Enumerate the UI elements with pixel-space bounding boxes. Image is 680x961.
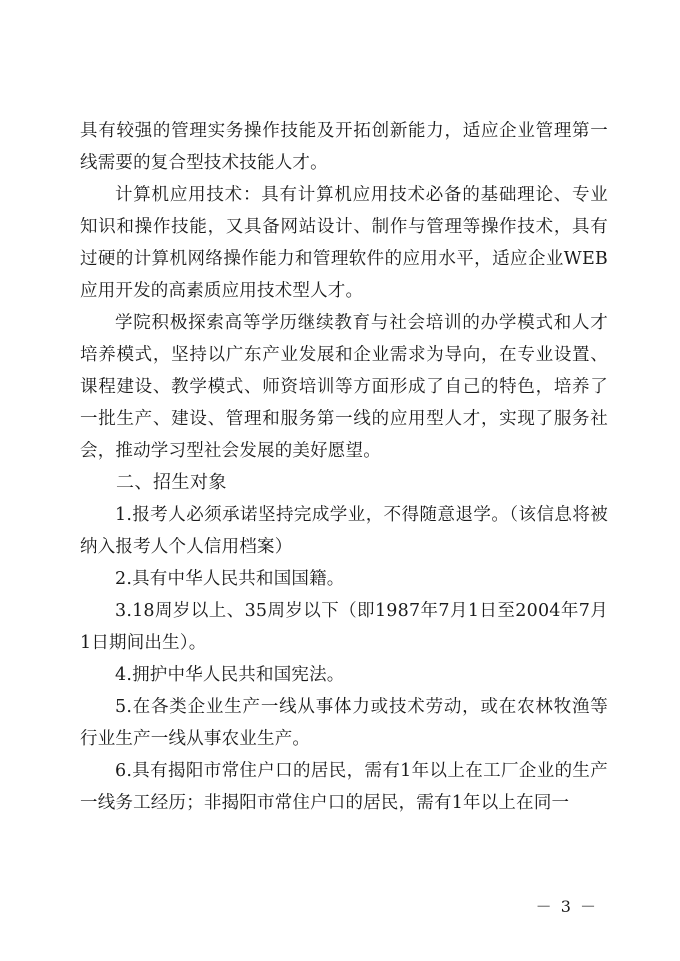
paragraph-college-exploration: 学院积极探索高等学历继续教育与社会培训的办学模式和人才培养模式，坚持以广东产业发展和企业需求为导向，在专业设置、课程建设、教学模式、师资培训等方面形成了自己的特色，培养了一批生产、建设、管理和服务第一线的应用型人才，实现了服务社会，推动学习型社会发展的美好愿望。 <box>80 313 608 461</box>
section-heading-enrollment-targets: 二、招生对象 <box>116 472 227 493</box>
list-item-nationality: 2.具有中华人民共和国国籍。 <box>115 569 345 589</box>
list-item-frontline-work: 5.在各类企业生产一线从事体力或技术劳动，或在农林牧渔等行业生产一线从事农业生产。 <box>80 697 608 749</box>
list-item-commitment: 1.报考人必须承诺坚持完成学业，不得随意退学。（该信息将被纳入报考人个人信用档案） <box>80 505 608 557</box>
list-item-constitution: 4.拥护中华人民共和国宪法。 <box>115 665 345 685</box>
document-body <box>80 115 608 819</box>
list-item-age: 3.18周岁以上、35周岁以下（即1987年7月1日至2004年7月1日期间出生）。 <box>80 601 608 653</box>
paragraph-continuation: 具有较强的管理实务操作技能及开拓创新能力，适应企业管理第一线需要的复合型技术技能人才。 <box>80 121 608 173</box>
list-item-residency: 6.具有揭阳市常住户口的居民，需有1年以上在工厂企业的生产一线务工经历；非揭阳市常住户口的居民，需有1年以上在同一 <box>80 761 608 813</box>
page-number: － 3 － <box>535 897 598 916</box>
paragraph-computer-application: 计算机应用技术：具有计算机应用技术必备的基础理论、专业知识和操作技能，又具备网站设计、制作与管理等操作技术，具有过硬的计算机网络操作能力和管理软件的应用水平，适应企业WEB应用开发的高素质应用技术型人才。 <box>80 185 608 301</box>
